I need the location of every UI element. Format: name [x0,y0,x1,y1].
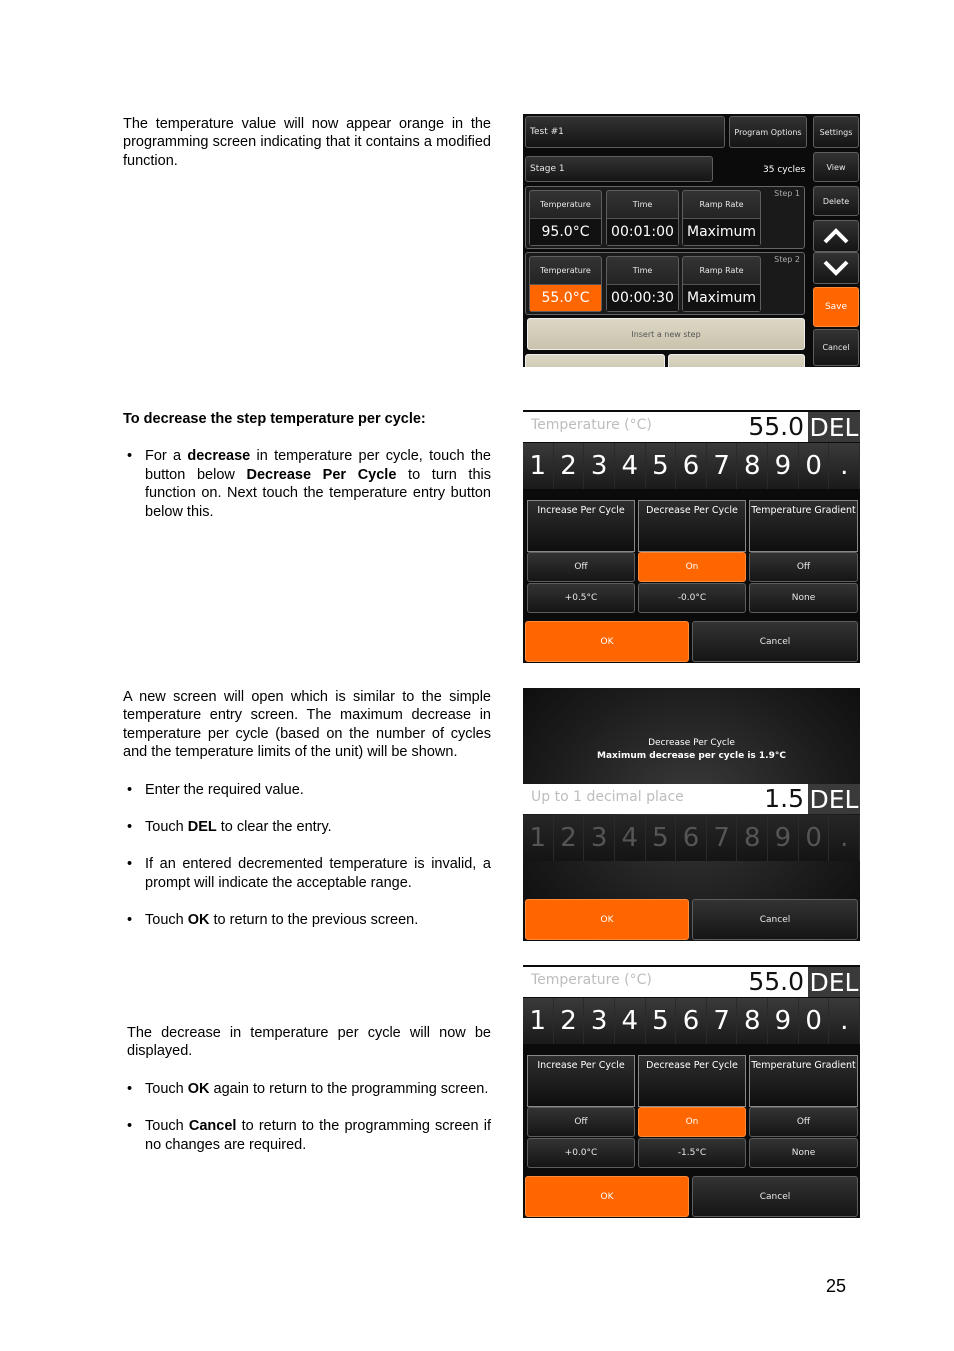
ok-button[interactable]: OK [525,1176,689,1217]
step-1-label: Step 1 [774,189,800,198]
temperature-entry-field[interactable] [523,412,860,442]
key-2[interactable]: 2 [554,815,585,861]
section-heading: To decrease the step temperature per cycle: [123,411,426,427]
ok-button[interactable]: OK [525,899,689,940]
bullet-decrease: • For a decrease in temperature per cycle, touch the button below Decrease Per Cycle to turn this function on. Next touch the temperature entry button below this. [123,447,491,521]
key-8[interactable]: 8 [737,443,768,489]
chevron-down-icon [822,259,850,277]
temperature-gradient-header: Temperature Gradient [749,1055,858,1107]
key-4[interactable]: 4 [615,443,646,489]
temperature-value: 55.0 [748,412,804,441]
key-3[interactable]: 3 [584,815,615,861]
decrease-per-cycle-header: Decrease Per Cycle [638,1055,746,1107]
bullet-enter-value: • Enter the required value. [123,781,491,799]
stage-field[interactable]: Stage 1 [525,156,713,182]
intro-paragraph [123,115,491,170]
cancel-button[interactable]: Cancel [692,899,858,940]
decrease-per-cycle-toggle[interactable]: On [638,1107,746,1137]
temperature-gradient-value[interactable]: None [749,1138,858,1168]
program-options-button[interactable]: Program Options [729,116,807,148]
bullet-del: • Touch DEL to clear the entry. [123,818,491,836]
temperature-gradient-value[interactable]: None [749,583,858,613]
numeric-keypad [523,443,860,489]
step-2-ramp-value: Maximum [683,284,760,311]
key-7[interactable]: 7 [707,998,738,1044]
increase-per-cycle-value[interactable]: +0.0°C [527,1138,635,1168]
page-number: 25 [826,1276,847,1296]
increase-per-cycle-toggle[interactable]: Off [527,1107,635,1137]
step-2-temperature-value: 55.0°C [530,284,601,311]
key-5[interactable]: 5 [646,443,677,489]
cancel-button[interactable]: Cancel [692,621,858,662]
displayed-text: The decrease in temperature per cycle will now be displayed. [127,1025,491,1060]
key-decimal[interactable]: . [829,443,860,489]
decrease-entry-field[interactable] [523,784,860,814]
key-3[interactable]: 3 [584,443,615,489]
temperature-placeholder: Temperature (°C) [531,417,652,433]
decrease-per-cycle-value[interactable]: -1.5°C [638,1138,746,1168]
step-2-time-button[interactable]: Time 00:00:30 [606,256,679,312]
key-decimal[interactable]: . [829,998,860,1044]
decrease-section [123,410,491,540]
key-0[interactable]: 0 [799,443,830,489]
settings-button[interactable]: Settings [813,116,859,148]
temperature-value: 55.0 [748,967,804,996]
key-8[interactable]: 8 [737,815,768,861]
displayed-section [127,1024,491,1173]
cancel-button[interactable]: Cancel [813,329,859,366]
intro-text: The temperature value will now appear orange in the programming screen indicating that it contains a modified function. [123,116,491,169]
decrease-per-cycle-value[interactable]: -0.0°C [638,583,746,613]
cancel-button[interactable]: Cancel [692,1176,858,1217]
bullet-cancel: • Touch Cancel to return to the programming screen if no changes are required. [123,1117,491,1154]
del-button[interactable]: DEL [809,412,859,442]
del-button[interactable]: DEL [809,967,859,997]
key-5[interactable]: 5 [646,998,677,1044]
insert-step-button[interactable]: Insert a new step [527,318,805,350]
key-9[interactable]: 9 [768,998,799,1044]
step-1-panel [525,186,805,249]
step-1-time-button[interactable]: Time 00:01:00 [606,190,679,246]
key-1[interactable]: 1 [523,815,554,861]
ok-button[interactable]: OK [525,621,689,662]
bullet-ok: • Touch OK to return to the previous screen. [123,911,491,929]
test-name-field[interactable]: Test #1 [525,116,725,148]
cycle-count: 35 cycles [763,165,806,175]
key-9[interactable]: 9 [768,815,799,861]
bullet-ok-again: • Touch OK again to return to the programming screen. [123,1080,491,1098]
scroll-up-button[interactable] [813,220,859,252]
temperature-entry-screen-1 [523,410,860,663]
chevron-up-icon [822,227,850,245]
displayed-bullets [123,1080,491,1154]
step-2-time-value: 00:00:30 [607,284,678,311]
save-button[interactable]: Save [813,287,859,327]
step-2-label: Step 2 [774,255,800,264]
decrease-per-cycle-toggle[interactable]: On [638,552,746,582]
step-1-time-value: 00:01:00 [607,218,678,245]
key-1[interactable]: 1 [523,443,554,489]
key-7[interactable]: 7 [707,815,738,861]
decrease-per-cycle-header: Decrease Per Cycle [638,500,746,552]
key-2[interactable]: 2 [554,998,585,1044]
increase-per-cycle-header: Increase Per Cycle [527,500,635,552]
key-3[interactable]: 3 [584,998,615,1044]
step-1-ramp-value: Maximum [683,218,760,245]
step-1-ramp-button[interactable]: Ramp Rate Maximum [682,190,761,246]
key-6[interactable]: 6 [676,815,707,861]
new-screen-text: A new screen will open which is similar to the simple temperature entry screen. The maximum decrease in temperature per cycle (based on the number of cycles and the temperature limits of the unit) will be shown. [123,689,491,761]
bullet-invalid: • If an entered decremented temperature is invalid, a prompt will indicate the acceptable range. [123,855,491,892]
key-0[interactable]: 0 [799,998,830,1044]
temperature-entry-screen-2 [523,965,860,1218]
decrease-per-cycle-screen [523,688,860,941]
decrease-bullets [123,447,491,521]
dialog-title: Decrease Per Cycle [648,738,735,748]
step-2-temperature-button[interactable]: Temperature 55.0°C [529,256,602,312]
programming-screen [523,114,860,367]
new-screen-section [123,688,491,949]
key-7[interactable]: 7 [707,443,738,489]
step-2-ramp-button[interactable]: Ramp Rate Maximum [682,256,761,312]
delete-button[interactable]: Delete [813,186,859,216]
key-decimal[interactable]: . [829,815,860,861]
decrease-placeholder: Up to 1 decimal place [531,789,684,805]
del-button[interactable]: DEL [809,784,859,814]
key-0[interactable]: 0 [799,815,830,861]
bottom-left-button[interactable] [525,354,665,367]
key-9[interactable]: 9 [768,443,799,489]
step-1-temperature-value: 95.0°C [530,218,601,245]
temperature-gradient-header: Temperature Gradient [749,500,858,552]
key-6[interactable]: 6 [676,443,707,489]
increase-per-cycle-toggle[interactable]: Off [527,552,635,582]
dialog-subtitle: Maximum decrease per cycle is 1.9°C [597,751,786,761]
key-4[interactable]: 4 [615,998,646,1044]
new-screen-bullets [123,781,491,930]
scroll-down-button[interactable] [813,252,859,284]
increase-per-cycle-value[interactable]: +0.5°C [527,583,635,613]
step-1-temperature-button[interactable]: Temperature 95.0°C [529,190,602,246]
key-1[interactable]: 1 [523,998,554,1044]
temperature-gradient-toggle[interactable]: Off [749,1107,858,1137]
step-2-panel [525,252,805,315]
view-button[interactable]: View [813,152,859,182]
temperature-gradient-toggle[interactable]: Off [749,552,858,582]
numeric-keypad [523,998,860,1044]
numeric-keypad [523,815,860,861]
increase-per-cycle-header: Increase Per Cycle [527,1055,635,1107]
key-4[interactable]: 4 [615,815,646,861]
key-8[interactable]: 8 [737,998,768,1044]
temperature-entry-field[interactable] [523,967,860,997]
key-6[interactable]: 6 [676,998,707,1044]
bottom-right-button[interactable] [668,354,805,367]
key-2[interactable]: 2 [554,443,585,489]
key-5[interactable]: 5 [646,815,677,861]
decrease-value: 1.5 [764,784,804,813]
temperature-placeholder: Temperature (°C) [531,972,652,988]
